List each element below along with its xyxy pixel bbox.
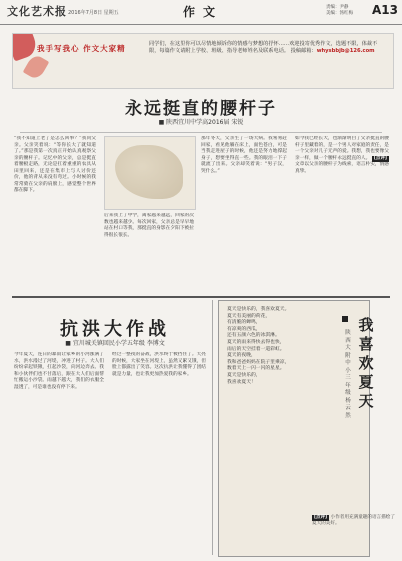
- section-title: 作文: [183, 5, 224, 19]
- comment-tag: [点评]: [373, 155, 387, 161]
- poem-comment: [312, 515, 396, 528]
- article-column: 那年冬天，父亲生了一场大病。我匆匆赶回家，看见他躺在床上，面色苍白，可是当我走进屋子的时候，他还是努力地撑起身子，想要坐得直一些。我的眼泪一下子就流了出来。父亲却笑着说：“男子汉，哭什么。”: [201, 136, 287, 174]
- article-column: 后来我上了中学，离家越来越远，回家的次数也越来越少。每次回家，父亲总是早早地站在村口等我，那挺直的身影在夕阳下被拉得很长很长。: [104, 213, 194, 238]
- divider: [20, 132, 382, 133]
- poem-line: 夏天的夜晚，: [227, 353, 256, 359]
- banner-slogan: 我手写我心 作文大家精: [37, 44, 126, 53]
- editor-credits: [326, 5, 353, 17]
- poem-line: 夏天是快乐的，我喜欢夏天。: [227, 307, 290, 312]
- article-illustration: [104, 136, 196, 210]
- column-divider: [212, 300, 213, 555]
- poem-title: 我喜欢夏天: [358, 316, 374, 410]
- poem-line: 还有五颜六色的冰淇淋。: [227, 333, 280, 339]
- poem-author: 陕西大附中小三年级 杨云然: [345, 330, 351, 419]
- masthead: 文化艺术报: [7, 5, 67, 18]
- article-text: 如今我已经长大，也渐渐明白了父亲挺直的腰杆子里藏着的，是一个男人对家庭的责任，是一个父亲对儿子无声的爱。我想，我也要像父亲一样，做一个腰杆永远挺直的人。: [295, 136, 389, 161]
- square-bullet-icon: [342, 316, 348, 322]
- page-number: A13: [372, 3, 398, 17]
- email-address[interactable]: whysbbjb@126.com: [316, 48, 375, 55]
- article-column: 今年夏天，连日的暴雨让家乡的小河涨满了水，洪水漫过了河堤，冲进了村子。大人们纷纷拿起铁锹，扛起沙袋，向河边奔去。我和小伙伴们也不甘落后，跟在大人们后面帮忙搬运小沙袋。雨越下越大，我们的衣服全湿透了，可是谁也没有停下来。: [14, 352, 104, 390]
- article-column: 经过一整夜的奋战，洪水终于被挡住了。天亮的时候，大家坐在河堤上，虽然又累又饿，但脸上都露出了笑容。这次抗洪让我懂得了团结就是力量，也让我更加热爱我的家乡。: [112, 352, 206, 377]
- poem-line: 我喜欢夏天！: [227, 379, 256, 385]
- illustration-image: [115, 145, 183, 199]
- poem-line: 夏天是快乐的，: [227, 372, 261, 378]
- comment-text: 小作者用充满童趣的语言描绘了夏天的美好。: [312, 515, 395, 527]
- poem-line: 夏天有美丽的荷花，: [227, 313, 271, 319]
- call-for-submissions-banner: [12, 33, 394, 89]
- article-column: “我不知道上老了是怎么回事？”我问父亲。父亲笑着说：“等你长大了就知道了。”那是我第一次真正开始认真观察父亲的腰杆子。记忆中的父亲，总是挺直着腰板走路，无论是扛着重重的农具从田里回来，还是在集市上与人讨价还价，他的背从来没有弯过。小时候的我常常骑在父亲的肩膀上，感觉整个世界都在脚下。: [14, 136, 96, 193]
- poem-line: 数着天上一闪一闪的星星。: [227, 366, 285, 372]
- article-byline: ■ 宜川城关镇回民小学五年级 李博文: [65, 340, 165, 347]
- email-label: 投稿邮箱：: [290, 48, 317, 55]
- banner-text: [149, 41, 387, 55]
- issue-date: 2016年7月8日 星期五: [68, 10, 119, 16]
- article-column: [295, 136, 389, 291]
- article-byline: ■ 陕西宜川中学高2016届 宋锐: [158, 119, 244, 126]
- article-title: 永远挺直的腰杆子: [125, 99, 277, 119]
- banner-body: 同学们，在这里你可以尽情地倾诉你的情感与梦想的抒怀……欢迎投寄优秀作文，选题不限，体裁不限，每篇作文请附上学校、班级、指导老师姓名及联系电话。: [149, 41, 378, 55]
- poem-line: 有清脆的蝉鸣，: [227, 320, 261, 326]
- section-divider: [12, 296, 390, 298]
- page-header: [0, 0, 402, 25]
- poem-line: 夏天的雨来得快去得也快，: [227, 339, 285, 345]
- editor-line: 责编：尹静: [326, 5, 349, 10]
- poem-line: 我和爸爸妈妈在院子里乘凉，: [227, 359, 290, 365]
- teacher-comment: 文章以父亲的腰杆子为线索，语言朴实，情感真挚。: [295, 162, 389, 174]
- poem-line: 有凉爽的西瓜，: [227, 326, 261, 332]
- comment-tag: [点评]: [314, 515, 328, 520]
- poem-line: 雨后的天空挂着一道彩虹。: [227, 346, 285, 352]
- designer-line: 美编：汤红梅: [326, 11, 353, 16]
- article-title: 抗洪大作战: [60, 319, 170, 340]
